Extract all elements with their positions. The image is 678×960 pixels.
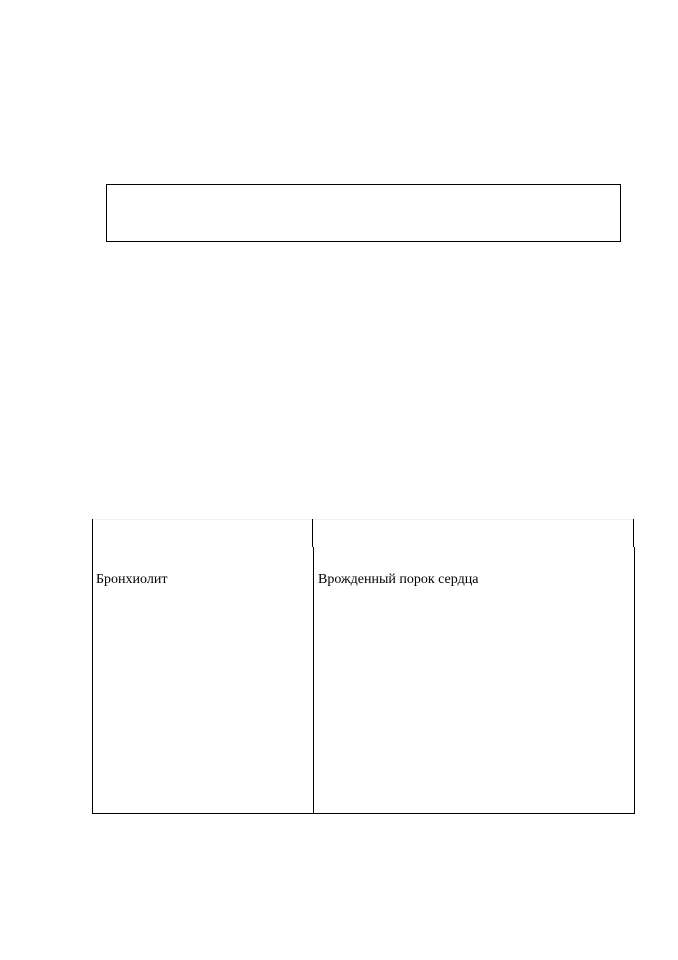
cell-text: Врожденный порок сердца	[318, 572, 479, 587]
table-cell-bronchiolitis	[93, 547, 313, 813]
cell-text: Бронхиолит	[96, 572, 168, 587]
table-divider-top	[312, 519, 313, 547]
table-border-left-top	[92, 519, 93, 547]
table-row	[92, 547, 635, 814]
comparison-table	[92, 519, 634, 814]
table-header-row	[92, 519, 634, 548]
empty-framed-box	[106, 184, 621, 242]
table-cell-heart-defect	[313, 547, 634, 813]
table-border-right-top	[633, 519, 634, 547]
